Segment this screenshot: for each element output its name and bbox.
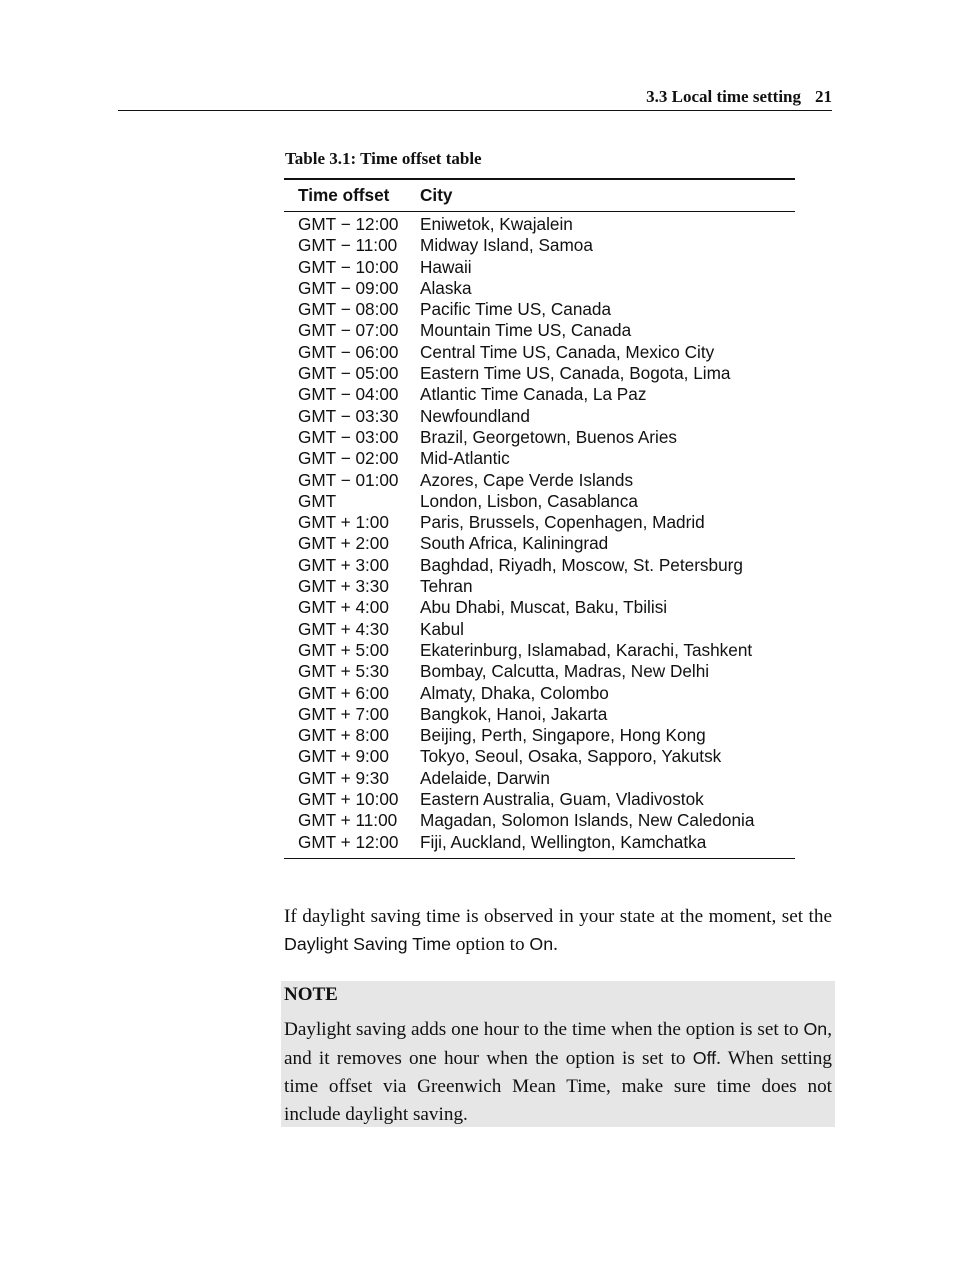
cell-time-offset: GMT + 11:00 [298,810,398,831]
cell-time-offset: GMT − 12:00 [298,214,399,234]
table-row [284,832,795,853]
cell-city: Azores, Cape Verde Islands [420,469,634,490]
daylight-saving-paragraph [284,903,832,958]
cell-time-offset: GMT + 4:00 [298,597,389,618]
table-row [284,789,795,810]
table-row [284,619,795,640]
table-row [284,342,795,363]
cell-city: Central Time US, Canada, Mexico City [420,341,715,362]
option-name: Daylight Saving Time [284,933,452,954]
cell-city: Abu Dhabi, Muscat, Baku, Tbilisi [420,597,668,618]
cell-city: Mountain Time US, Canada [420,320,632,341]
option-value-off: Off [692,1048,717,1068]
cell-city: South Africa, Kaliningrad [420,533,609,554]
cell-city: Brazil, Georgetown, Buenos Aries [420,426,677,447]
option-value-on: On [803,1019,828,1039]
cell-time-offset: GMT − 03:00 [298,426,399,447]
cell-city: Atlantic Time Canada, La Paz [420,384,647,405]
cell-city: Bombay, Calcutta, Madras, New Delhi [420,661,710,682]
cell-time-offset: GMT − 03:30 [298,405,399,426]
table-row [284,278,795,299]
cell-city: Eniwetok, Kwajalein [420,214,573,234]
header-time-offset: Time offset [298,185,390,205]
cell-time-offset: GMT − 09:00 [298,277,399,298]
cell-time-offset: GMT [298,490,337,511]
cell-city: Baghdad, Riyadh, Moscow, St. Petersburg [420,554,743,575]
cell-city: Ekaterinburg, Islamabad, Karachi, Tashkent [420,639,753,660]
cell-time-offset: GMT − 10:00 [298,256,399,277]
cell-city: London, Lisbon, Casablanca [420,490,638,511]
cell-time-offset: GMT − 05:00 [298,363,399,384]
table-row [284,512,795,533]
cell-time-offset: GMT − 08:00 [298,299,399,320]
table-row [284,597,795,618]
cell-city: Almaty, Dhaka, Colombo [420,682,609,703]
cell-time-offset: GMT + 9:30 [298,767,389,788]
running-head [118,86,832,111]
cell-city: Fiji, Auckland, Wellington, Kamchatka [420,831,707,852]
cell-city: Eastern Australia, Guam, Vladivostok [420,789,704,810]
paragraph-text: option to [451,933,530,955]
table-row [284,491,795,512]
table-row [284,299,795,320]
table-caption: Table 3.1: Time offset table [285,149,482,168]
cell-time-offset: GMT + 7:00 [298,703,389,724]
option-value: On [529,933,554,954]
cell-time-offset: GMT − 06:00 [298,341,399,362]
cell-city: Mid-Atlantic [420,448,510,469]
cell-time-offset: GMT + 5:00 [298,639,389,660]
cell-time-offset: GMT + 3:30 [298,576,389,597]
note-text-part: Daylight saving adds one hour to the time when the option is set to [284,1019,804,1040]
cell-time-offset: GMT + 10:00 [298,789,399,810]
table-row [284,448,795,469]
table-row [284,555,795,576]
cell-time-offset: GMT + 12:00 [298,831,399,852]
cell-city: Tokyo, Seoul, Osaka, Sapporo, Yakutsk [420,746,722,767]
cell-city: Paris, Brussels, Copenhagen, Madrid [420,512,705,533]
cell-city: Bangkok, Hanoi, Jakarta [420,703,608,724]
table-row [284,384,795,405]
table-row [284,640,795,661]
cell-city: Newfoundland [420,405,530,426]
cell-city: Midway Island, Samoa [420,235,593,256]
cell-city: Tehran [420,576,473,597]
table-row [284,704,795,725]
cell-time-offset: GMT + 8:00 [298,725,389,746]
table-row [284,257,795,278]
cell-time-offset: GMT − 01:00 [298,469,399,490]
cell-time-offset: GMT + 3:00 [298,554,389,575]
table-row [284,235,795,256]
cell-time-offset: GMT − 04:00 [298,384,399,405]
table-row [284,661,795,682]
cell-city: Alaska [420,277,472,298]
note-text [284,1015,832,1129]
table-row [284,406,795,427]
note-text-part: . When setting time offset via Greenwich Mean Time, make sure time does not include daylight saving. [284,1048,832,1125]
time-offset-table [284,178,795,859]
cell-time-offset: GMT + 5:30 [298,661,389,682]
table-row [284,427,795,448]
table-body [284,212,795,858]
header-city: City [420,185,453,205]
note-text-part: , and it removes one hour when the option is set to [284,1019,832,1069]
cell-time-offset: GMT − 02:00 [298,448,399,469]
table-row [284,363,795,384]
paragraph-text: If daylight saving time is observed in your state at the moment, set the [284,906,832,927]
cell-time-offset: GMT − 11:00 [298,235,398,256]
section-title: 3.3 Local time setting [646,87,801,106]
cell-time-offset: GMT + 9:00 [298,746,389,767]
cell-city: Hawaii [420,256,472,277]
table-row [284,725,795,746]
table-header-row [284,180,795,212]
table-row [284,533,795,554]
cell-time-offset: GMT − 07:00 [298,320,399,341]
note-title: NOTE [284,984,338,1005]
cell-time-offset: GMT + 2:00 [298,533,389,554]
page-number: 21 [815,87,832,106]
cell-city: Magadan, Solomon Islands, New Caledonia [420,810,755,831]
table-row [284,810,795,831]
cell-city: Kabul [420,618,464,639]
cell-time-offset: GMT + 1:00 [298,512,389,533]
cell-city: Pacific Time US, Canada [420,299,612,320]
cell-time-offset: GMT + 4:30 [298,618,389,639]
cell-city: Eastern Time US, Canada, Bogota, Lima [420,363,731,384]
table-row [284,683,795,704]
table-row [284,320,795,341]
note-box [281,981,835,1127]
table-row [284,576,795,597]
table-row [284,746,795,767]
cell-city: Beijing, Perth, Singapore, Hong Kong [420,725,706,746]
cell-time-offset: GMT + 6:00 [298,682,389,703]
table-row [284,470,795,491]
cell-city: Adelaide, Darwin [420,767,550,788]
table-row [284,768,795,789]
paragraph-text: . [553,933,558,955]
table-row [284,214,795,235]
